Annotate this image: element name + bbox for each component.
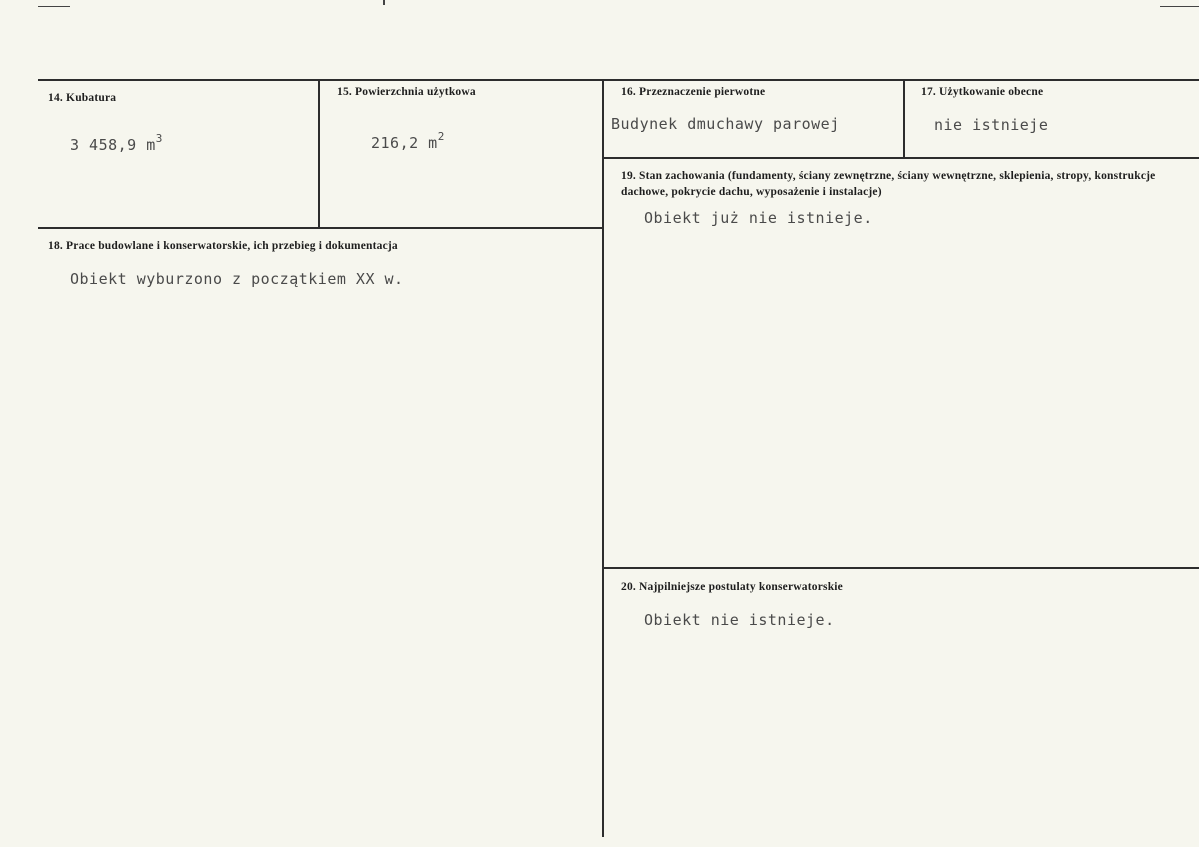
field-16-label: 16. Przeznaczenie pierwotne [621, 86, 766, 98]
field-15-label: 15. Powierzchnia użytkowa [337, 86, 476, 98]
field20-top-rule [603, 567, 1199, 569]
field-18-value: Obiekt wyburzono z początkiem XX w. [70, 270, 404, 288]
divider-16-17 [903, 80, 905, 158]
divider-14-15 [318, 80, 320, 228]
field-18-label: 18. Prace budowlane i konserwatorskie, ich przebieg i dokumentacja [48, 240, 398, 252]
field-19-label: 19. Stan zachowania (fundamenty, ściany zewnętrzne, ściany wewnętrzne, sklepienia, stropy, konstrukcje dachowe, pokrycie dachu, wyposażenie i instalacje) [621, 170, 1156, 198]
top-center-tick [383, 0, 385, 5]
field-20-label: 20. Najpilniejsze postulaty konserwatorskie [621, 581, 843, 593]
field-15-value-text: 216,2 m [371, 134, 438, 152]
field-16-value: Budynek dmuchawy parowej [611, 115, 840, 133]
field-14-value [70, 134, 163, 154]
field-17-label: 17. Użytkowanie obecne [921, 86, 1044, 98]
field-20-value: Obiekt nie istnieje. [644, 611, 835, 629]
top-edge-mark-right [1160, 6, 1199, 7]
field-19-value: Obiekt już nie istnieje. [644, 209, 873, 227]
form-top-rule [38, 79, 1199, 81]
field-14-exponent: 3 [155, 132, 163, 145]
field-15-value [371, 132, 445, 152]
field-15-exponent: 2 [437, 130, 445, 143]
field-14-label: 14. Kubatura [48, 92, 117, 104]
field-14-value-text: 3 458,9 m [70, 136, 156, 154]
row1-bottom-rule-right [603, 157, 1199, 159]
row1-bottom-rule-left [38, 227, 604, 229]
field-17-value: nie istnieje [934, 116, 1049, 134]
divider-main-column [602, 80, 604, 837]
top-edge-mark-left [38, 6, 70, 7]
